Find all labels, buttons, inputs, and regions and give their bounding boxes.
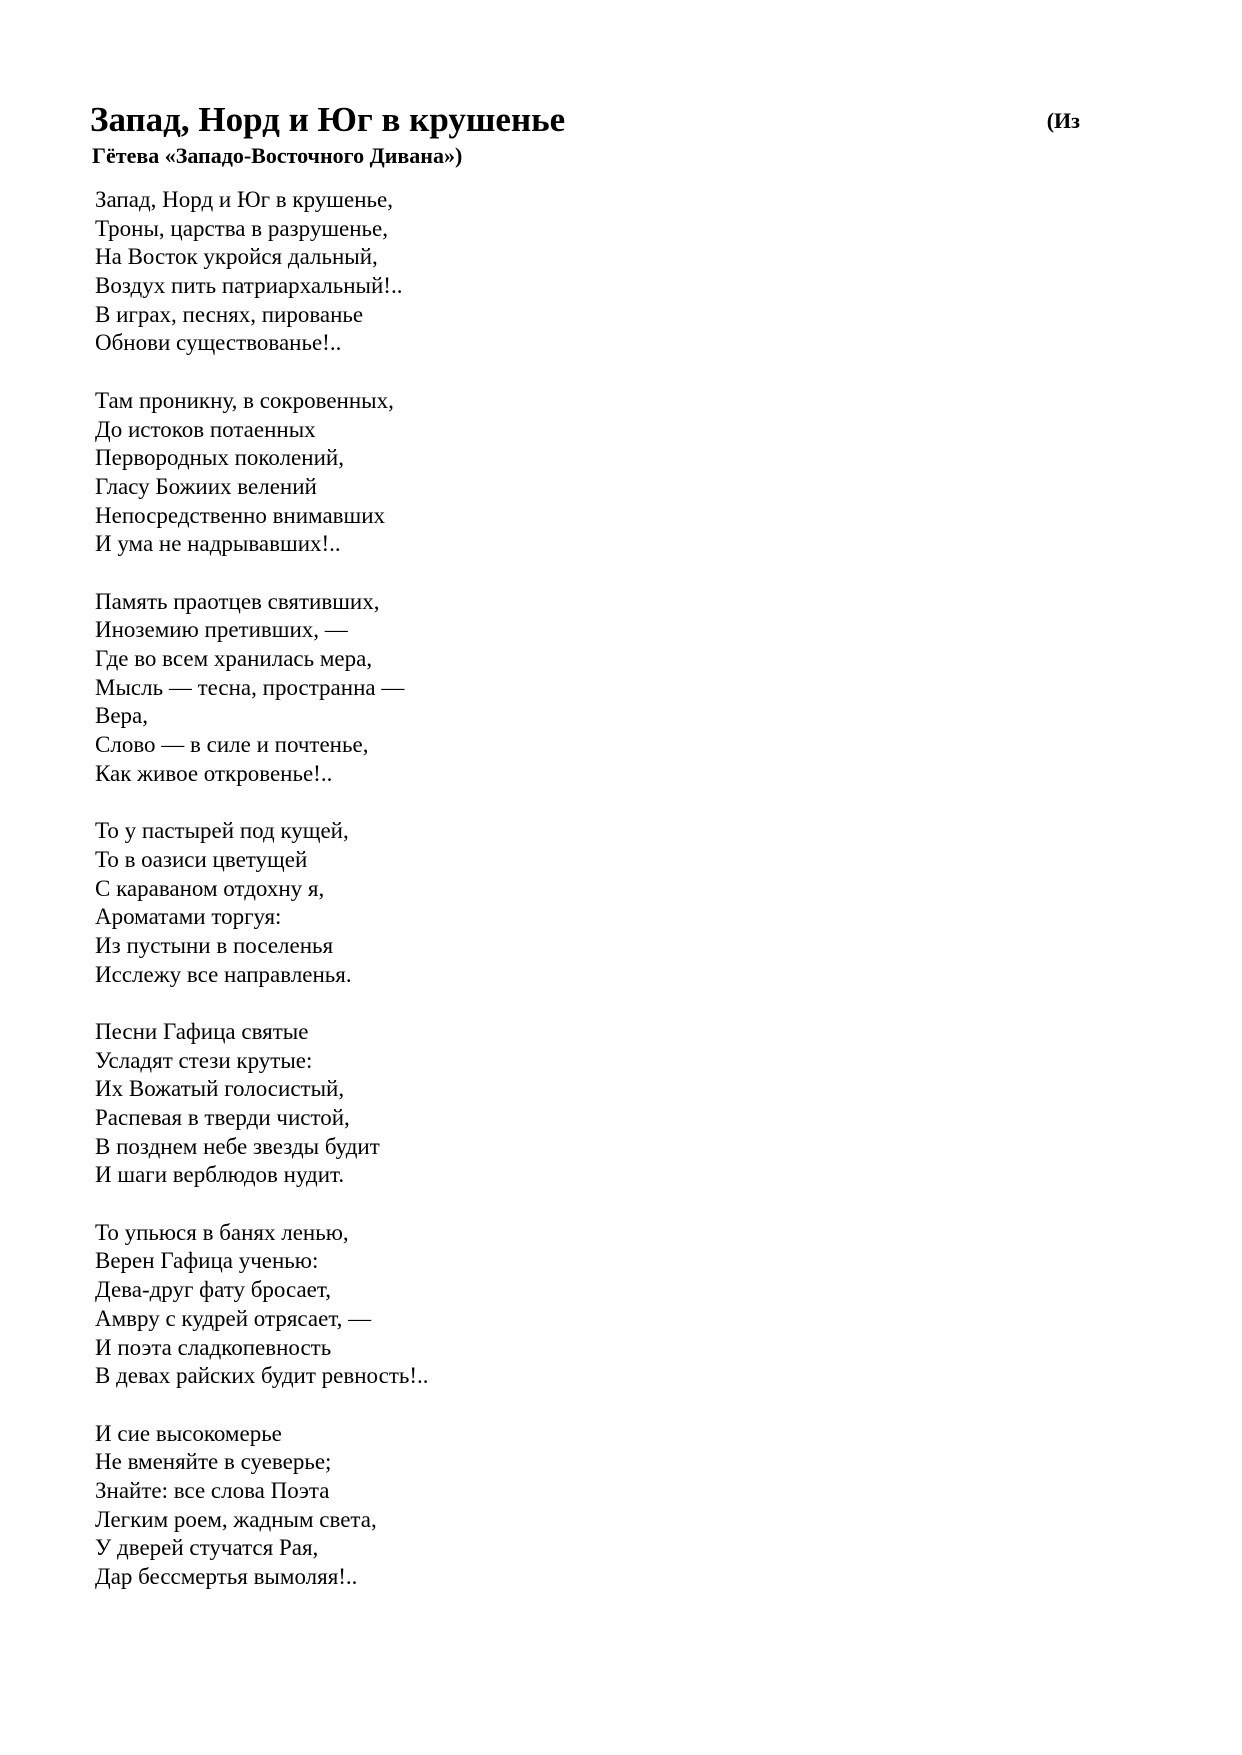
source-subtitle: Гётева «Западо-Восточного Дивана») — [92, 143, 463, 168]
verse-line: Обнови существованье!.. — [95, 330, 342, 356]
verse-line: Исслежу все направленья. — [95, 961, 352, 987]
verse-line: То у пастырей под кущей, — [95, 818, 349, 844]
poem-body — [95, 186, 895, 1592]
verse-line: Песни Гафица святые — [95, 1018, 309, 1044]
verse-line: До истоков потаенных — [95, 416, 316, 442]
stanza — [95, 1420, 895, 1592]
stanza — [95, 1219, 895, 1391]
verse-line: Не вменяйте в суеверье; — [95, 1449, 332, 1475]
verse-line: Где во всем хранилась мера, — [95, 646, 373, 671]
title-line — [90, 98, 1080, 142]
verse-line: Слово — в силе и почтенье, — [95, 732, 369, 758]
stanza — [95, 387, 895, 559]
verse-line: В позднем небе звезды будит — [95, 1133, 380, 1159]
verse-line: Верен Гафица ученью: — [95, 1248, 319, 1274]
verse-line: У дверей стучатся Рая, — [95, 1535, 319, 1561]
verse-line: И шаги верблюдов нудит. — [95, 1162, 345, 1188]
verse-line: Иноземию претивших, — — [95, 617, 348, 643]
verse-line: Первородных поколений, — [95, 445, 344, 471]
verse-line: Гласу Божиих велений — [95, 473, 317, 499]
verse-line: Их Вожатый голосистый, — [95, 1076, 345, 1102]
stanza — [95, 1018, 895, 1190]
verse-line: Ароматами торгуя: — [95, 904, 282, 930]
verse-line: Мысль — тесна, пространна — — [95, 674, 405, 700]
verse-line: В играх, песнях, пированье — [95, 301, 364, 327]
poem-title: Запад, Норд и Юг в крушенье — [90, 100, 566, 139]
verse-line: И ума не надрывавших!.. — [95, 531, 341, 557]
verse-line: Как живое откровенье!.. — [95, 760, 333, 786]
verse-line: Усладят стези крутые: — [95, 1047, 313, 1073]
verse-line: Непосредственно внимавших — [95, 502, 386, 528]
verse-line: Воздух пить патриархальный!.. — [95, 273, 403, 299]
verse-line: Вера, — [95, 703, 149, 729]
verse-line: С караваном отдохну я, — [95, 875, 325, 901]
source-prefix: (Из — [1046, 108, 1080, 133]
stanza — [95, 186, 895, 358]
verse-line: То в оазиси цветущей — [95, 846, 308, 872]
verse-line: Дар бессмертья вымоляя!.. — [95, 1564, 358, 1589]
verse-line: Знайте: все слова Поэта — [95, 1477, 330, 1503]
stanza — [95, 817, 895, 989]
verse-line: Память праотцев святивших, — [95, 588, 380, 614]
verse-line: То упьюся в банях ленью, — [95, 1219, 349, 1245]
verse-line: Запад, Норд и Юг в крушенье, — [95, 187, 393, 212]
verse-line: В девах райских будит ревность!.. — [95, 1363, 429, 1389]
verse-line: Там проникну, в сокровенных, — [95, 387, 394, 413]
verse-line: Троны, царства в разрушенье, — [95, 215, 389, 241]
verse-line: Из пустыни в поселенья — [95, 932, 334, 958]
verse-line: Легким роем, жадным света, — [95, 1506, 377, 1532]
verse-line: На Восток укройся дальный, — [95, 244, 378, 270]
verse-line: И поэта сладкопевность — [95, 1334, 332, 1360]
verse-line: Амвру с кудрей отрясает, — — [95, 1305, 372, 1331]
verse-line: Дева-друг фату бросает, — [95, 1277, 331, 1303]
stanza — [95, 588, 895, 789]
verse-line: И сие высокомерье — [95, 1420, 282, 1446]
verse-line: Распевая в тверди чистой, — [95, 1105, 350, 1130]
